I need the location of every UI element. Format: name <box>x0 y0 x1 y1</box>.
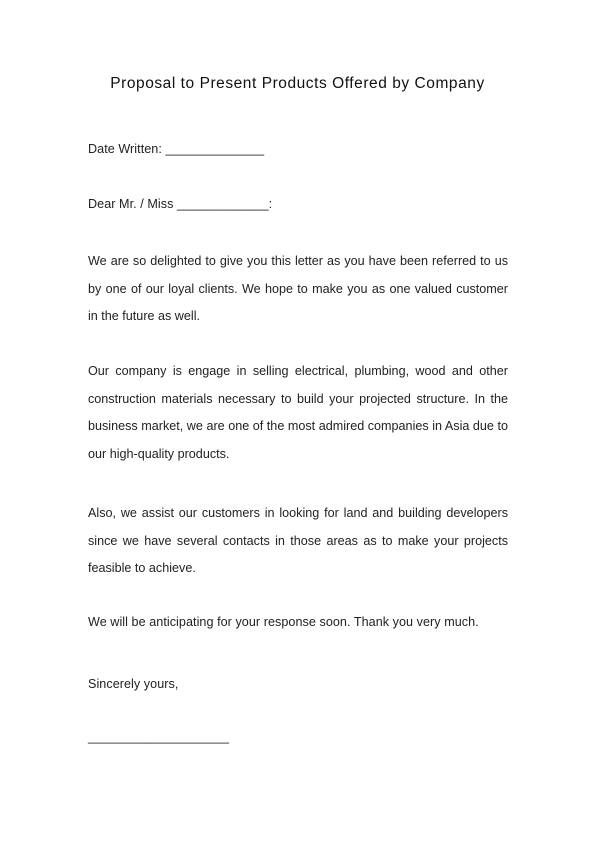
date-written-line: Date Written: ______________ <box>88 142 265 156</box>
body-paragraph-company: Our company is engage in selling electrical, plumbing, wood and other construction materials necessary to build your projected structure. In the business market, we are one of the most admired companies in Asia due to our high-quality products. <box>88 364 508 461</box>
closing-line: Sincerely yours, <box>88 677 179 691</box>
signature-line: ____________________ <box>88 730 230 744</box>
body-paragraph-intro: We are so delighted to give you this letter as you have been referred to us by one of our loyal clients. We hope to make you as one valued customer in the future as well. <box>88 254 508 323</box>
body-paragraph-closing-remark: We will be anticipating for your response soon. Thank you very much. <box>88 615 479 629</box>
salutation-line: Dear Mr. / Miss _____________: <box>88 197 273 211</box>
document-title: Proposal to Present Products Offered by Company <box>110 75 485 92</box>
body-paragraph-services: Also, we assist our customers in looking for land and building developers since we have several contacts in those areas as to make your projects feasible to achieve. <box>88 506 508 575</box>
